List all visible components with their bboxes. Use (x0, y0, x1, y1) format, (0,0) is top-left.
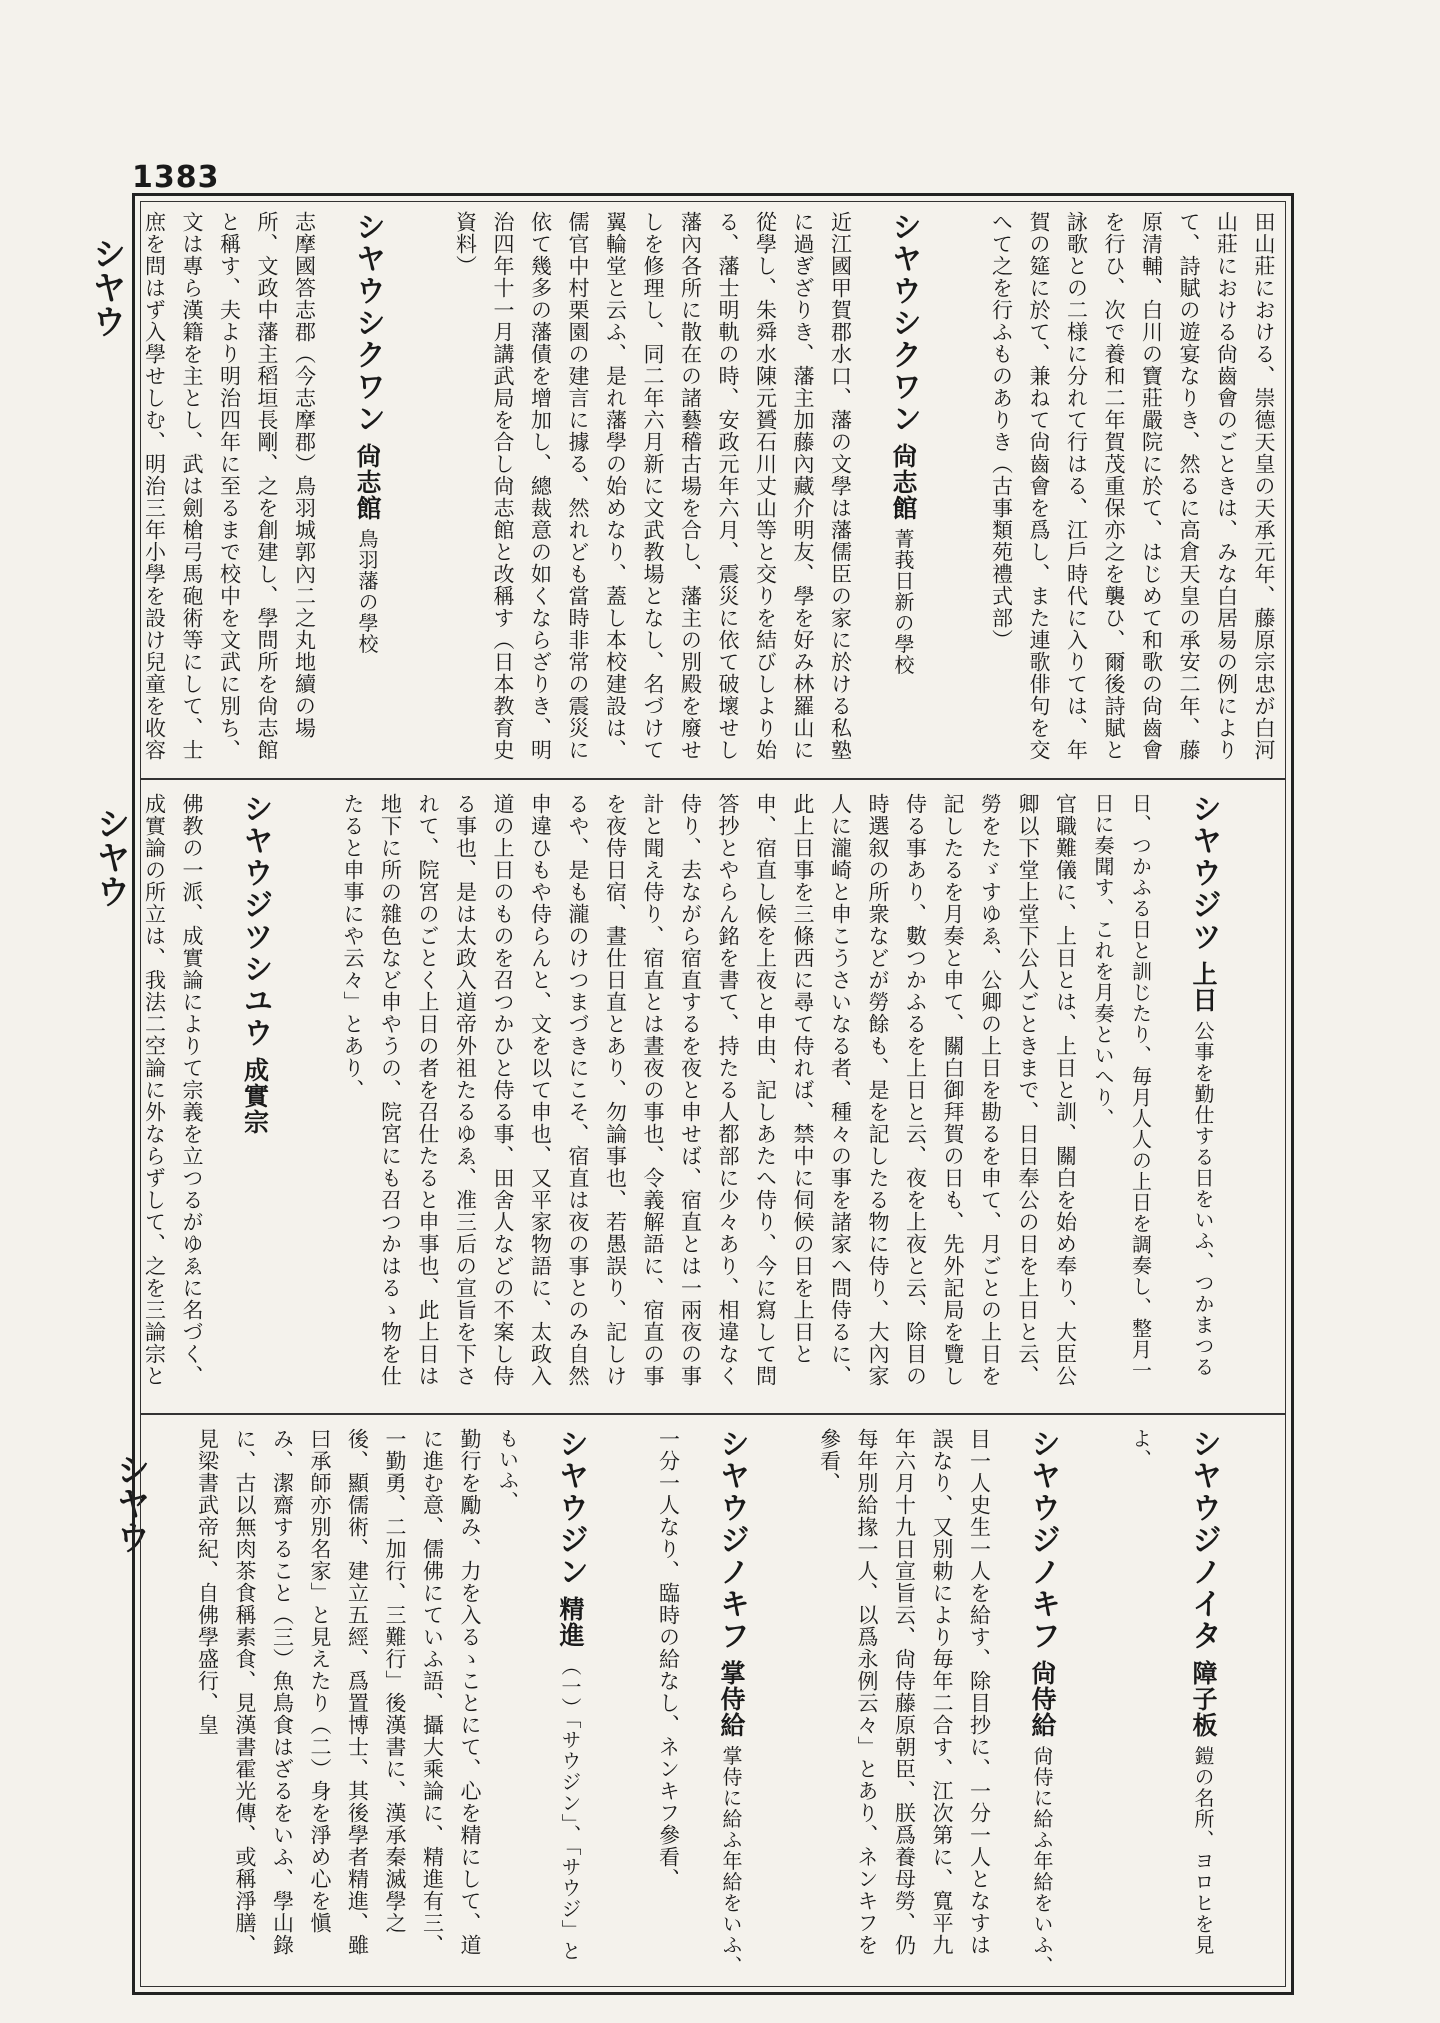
entry-gloss: （一）「サウジン」、「サウジ」ともいふ、 (495, 1428, 582, 1962)
dictionary-entry (649, 1428, 810, 1977)
entry-heading: シヤウシクワン (350, 211, 385, 435)
entry-heading: シヤウジノキフ (1025, 1428, 1060, 1652)
entry-kanji: 尙志館 (889, 442, 918, 521)
dictionary-entry (334, 793, 1283, 1401)
entry-kanji: 掌侍給 (717, 1659, 746, 1738)
dictionary-entry (188, 1428, 649, 1977)
entry-heading: シヤウジツシユウ (237, 793, 273, 1049)
entry-gloss: 掌侍に給ふ年給をいふ、 (719, 1745, 743, 1977)
text-band-middle (140, 783, 1286, 1411)
entry-kanji: 成實宗 (240, 1056, 270, 1135)
entry-gloss: 鳥羽藩の學校 (355, 528, 379, 655)
entry-paragraph: 勤行を勵み、力を入るゝことにて、心を精にして、道に進む意、儒佛にていふ語、攝大乘論に、精進有三、一勤勇、二加行、三難行」後漢書に、漢承秦滅學之後、顯儒術、建立五經、爲置博士、其後學者精進、雖曰承師亦別名家」と見えたり（二）身を淨め心を愼み、潔齋すること（三）魚鳥食はざるをいふ、學山錄に、古以無肉茶食稱素食、見漢書霍光傳、或稱淨膳、見梁書武帝紀、自佛學盛行、皇 (195, 1428, 482, 1956)
page-number: 1383 (132, 160, 220, 195)
entry-paragraph: 官職難儀に、上日とは、上日と訓、關白を始め奉り、大臣公卿以下堂上堂下公人ごときまで、日日奉公の日を上日と云、勞をたゞすゆゑ、公卿の上日を勘るを申て、月ごとの上日を記したるを月奏と申て、關白御拜賀の日も、先外記局を覽し侍る事あり、數つかふるを上日と云、夜を上夜と云、除目の時選叙の所衆などが勞餘も、是を記したる物に侍り、大內家人に瀧崎と申こうさいなる者、種々の事を諸家へ問侍るに、此上日事を三條西に尋て侍れば、禁中に伺候の日を上日と申、宿直し候を上夜と申由、記しあたへ侍り、今に寫して問答抄とやらん銘を書て、持たる人都部に少々あり、相違なく侍り、去ながら宿直するを夜と申せば、宿直とは一兩夜の事計と聞え侍り、宿直とは晝夜の事也、令義解語に、宿直の事を夜侍日宿、晝仕日直とあり、勿論事也、若愚誤り、記しけるや、是も瀧のけつまづきにこそ、宿直は夜の事とのみ自然申違ひもや侍らんと、文を以て申也、又平家物語に、太政入道の上日のものを召つかひと侍る事、田舍人などの不案し侍る事也、是は太政入道帝外祖たるゆゑ、准三后の宣旨を下されて、院宮のごとく上日の者を召仕たると申事也、此上日は地下に所の雜色など申やうの、院宮にも召つかはるゝ物を仕たると申事にや云々」とあり、 (341, 793, 1078, 1387)
entry-gloss: 公事を勤仕する日をいふ、つかまつる日、つかふる日と訓じたり、毎月人人の上日を調奏し、整月一日に奏聞す、これを月奏といへり、 (1091, 793, 1215, 1381)
entry-paragraph: 佛教の一派、成實論によりて宗義を立つるがゆゑに名づく、成實論の所立は、我法二空論に外ならずして、之を三論宗と (142, 793, 204, 1387)
dictionary-entry (140, 211, 446, 766)
entry-paragraph: 目一人史生一人を給す、除目抄に、一分一人となすは誤なり、又別勅により毎年二合す、江次第に、寬平九年六月十九日宣旨云、尙侍藤原朝臣、朕爲養母勞、仍每年別給掾一人、以爲永例云々」とあり、ネンキフを參看、 (817, 1428, 992, 1956)
entry-kanji: 障子板 (1189, 1659, 1218, 1738)
entry-kanji: 尙侍給 (1028, 1659, 1057, 1738)
entry-heading: シヤウジノキフ (714, 1428, 749, 1652)
dictionary-entry (1121, 1428, 1282, 1977)
entry-paragraph: 志摩國答志郡（今志摩郡）鳥羽城郭內二之丸地續の場所、文政中藩主稻垣長剛、之を創建し、學問所を尙志館と稱す、夫より明治四年に至るまで校中を文武に別ち、文は專ら漢籍を主とし、武は劍槍弓馬砲術等にして、士庶を問はず入學せしむ、明治三年小學を設け兒童を收容 (142, 211, 317, 761)
entry-paragraph: 近江國甲賀郡水口、藩の文學は藩儒臣の家に於ける私塾に過ぎざりき、藩主加藤內藏介明友、學を好み林羅山に從學し、朱舜水陳元贇石川丈山等と交りを結びしより始る、藩士明軌の時、安政元年六月、震災に依て破壞せし藩內各所に散在の諸藝稽古場を合し、藩主の別殿を廢せしを修理し、同二年六月新に文武教場となし、名づけて翼輪堂と云ふ、是れ藩學の始めなり、蓋し本校建設は、儒官中村栗園の建言に據る、然れども當時非常の震災に依て幾多の藩債を增加し、總裁意の如くならざりき、明治四年十一月講武局を合し尙志館と改稱す（日本教育史資料） (453, 211, 853, 761)
section-tag-bottom: シヤウ (110, 1452, 150, 1554)
entry-heading: シヤウジツ (1186, 793, 1221, 953)
entry-gloss: 菁莪日新の學校 (891, 528, 915, 676)
band-divider (140, 778, 1286, 780)
entry-paragraph: 田山莊における、崇德天皇の天承元年、藤原宗忠が白河山莊における尙齒會のごときは、みな白居易の例によりて、詩賦の遊宴なりき、然るに高倉天皇の承安二年、藤原清輔、白川の寶莊嚴院に於て、はじめて和歌の尙齒會を行ひ、次で養和二年賀茂重保亦之を襲ひ、爾後詩賦と詠歌との二様に分れて行はる、江戶時代に入りては、年賀の筵に於て、兼ねて尙齒會を爲し、また連歌俳句を交へて之を行ふものありき（古事類苑禮式部） (989, 211, 1276, 761)
entry-kanji: 精進 (556, 1595, 585, 1648)
text-band-top (140, 201, 1286, 776)
entry-kanji: 上日 (1189, 960, 1218, 1013)
text-band-bottom (140, 1418, 1286, 1987)
dictionary-entry-continued (982, 211, 1282, 766)
entry-kanji: 尙志館 (353, 442, 382, 521)
entry-heading: シヤウシクワン (886, 211, 921, 435)
section-tag-top: シヤウ (86, 236, 126, 338)
entry-heading: シヤウジン (553, 1428, 588, 1588)
dictionary-entry (140, 793, 334, 1401)
dictionary-entry (446, 211, 982, 766)
entry-gloss: 鎧の名所、ヨロヒを見よ、 (1128, 1428, 1215, 1956)
entry-gloss: 尙侍に給ふ年給をいふ、 (1030, 1745, 1054, 1977)
entry-heading: シヤウジノイタ (1186, 1428, 1221, 1652)
dictionary-entry (810, 1428, 1121, 1977)
entry-paragraph: 一分一人なり、臨時の給なし、ネンキフ參看、 (656, 1428, 681, 1890)
section-tag-middle: シヤウ (90, 806, 130, 908)
band-divider (140, 1413, 1286, 1415)
